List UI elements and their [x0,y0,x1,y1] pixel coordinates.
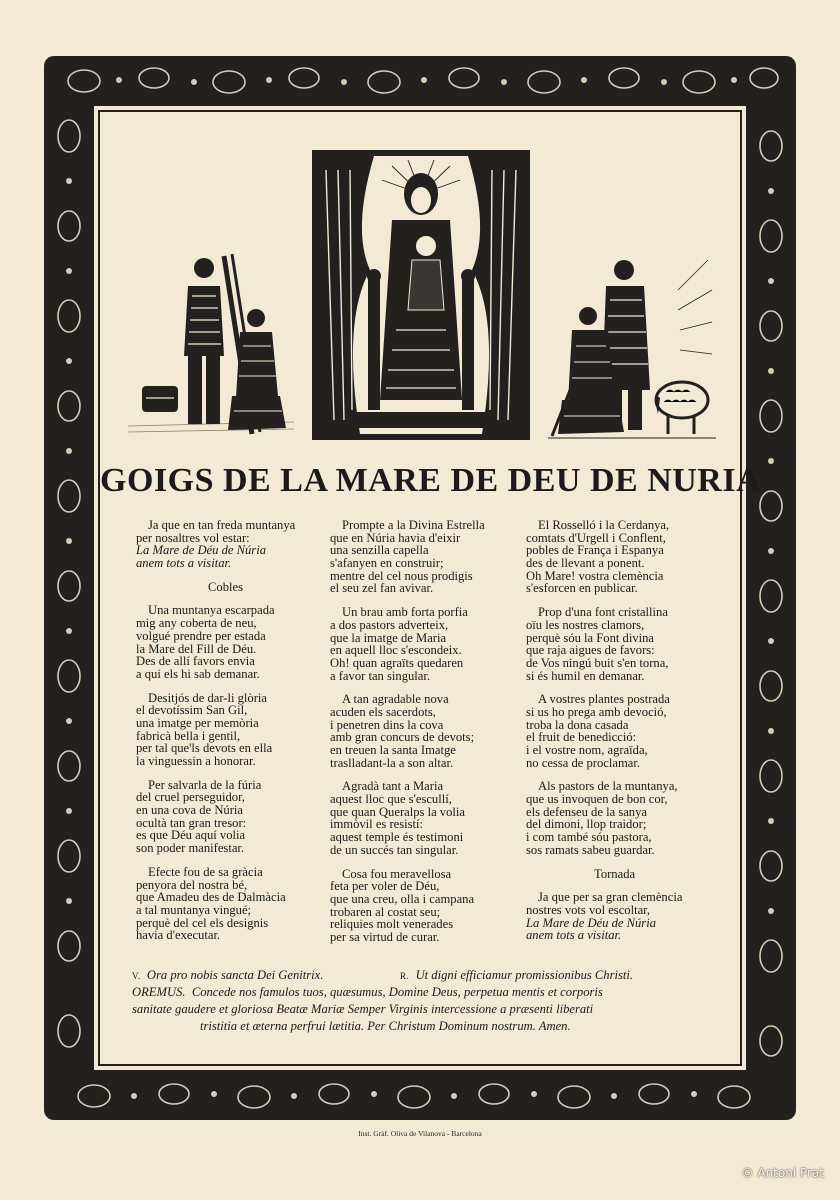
verse-line: volgué prendre per estada [136,628,266,643]
closing-prayer [120,967,720,1035]
verse-line: trobaren al costat seu; [330,904,441,919]
verse-line: A vostres plantes postrada [538,692,670,707]
verse-line: perquè del cel els designis [136,915,269,930]
woodcut-monogram: R. [508,422,517,432]
verse-line: es que Déu aquí volia [136,828,246,843]
response-text: Ut digni efficiamur promissionibus Christi. [415,968,634,982]
prayer-line: Concede nos famulos tuos, quæsumus, Domine Deus, perpetua mentis et corporis [191,985,603,999]
verse-line: per nosaltres vol estar: [136,530,250,545]
verse-line: per tal que'ls devots en ella [136,741,273,756]
response-label: R. [400,971,410,981]
verse-line: son poder manifestar. [136,841,245,856]
verse-line: Efecte fou de sa gràcia [148,864,263,879]
verse-line: que us invoquen de bon cor, [526,792,668,807]
verse-line: que la imatge de Maria [330,630,447,645]
verse-line: anem tots a visitar. [136,556,232,571]
verse-line: una senzilla capella [330,543,429,558]
verse-line: Des de allí favors envia [136,654,255,669]
verse-line: el seu zel fan avivar. [330,581,434,596]
verse-line: Oh! quan agraïts quedaren [330,655,464,670]
verse-line: fabricà bella i gentil, [136,728,241,743]
verse-line: La Mare de Déu de Núria [136,543,267,558]
verse-column-3 [526,519,726,942]
verse-line: troba la dona casada [526,717,629,732]
verse-column-2 [330,519,530,944]
verse-line: que raja aigues de favors: [526,643,655,658]
verse-line: s'afanyen en construir; [330,556,444,571]
verse-line: en treuen la santa Imatge [330,743,456,757]
verse-line: i el vostre nom, agraïda, [526,743,648,757]
verse-line: per sa virtud de curar. [330,929,440,944]
verse-line: els defenseu de la sanya [526,804,647,819]
verse-line: des de llevant a ponent. [526,556,645,571]
verse-line: Prompte a la Divina Estrella [342,518,485,532]
verse-line: perquè sóu la Font divina [526,630,655,645]
photo-credit: © Antoni Prat [741,1166,824,1180]
verse-line: A tan agradable nova [342,692,449,707]
verse-line: sos ramats sabeu guardar. [526,842,655,857]
verse-line: Per salvarla de la fúria [148,777,262,792]
verse-line: immòvil es resistí: [330,817,424,832]
verse-line: feta per voler de Déu, [330,879,440,894]
verse-line: Ja que per sa gran clemència [538,890,683,905]
verse-line: si és humil en demanar. [526,668,645,683]
verse-line: Una muntanya escarpada [148,603,275,618]
verse-line: aquest lloc que s'escullí, [330,792,452,807]
cobles-heading: Cobles [208,579,243,594]
verse-line: no cessa de proclamar. [526,755,640,770]
verse-line: aquest temple és testimoni [330,830,464,845]
verse-line: Als pastors de la muntanya, [538,779,678,794]
shepherds-with-sheep-icon [548,250,716,440]
verse-line: a dos pastors adverteix, [330,617,449,632]
verse-line: que una creu, olla i campana [330,891,475,906]
verse-line: anem tots a visitar. [526,928,622,943]
pilgrims-with-skis-icon [128,246,294,440]
verse-line: nostres vots vol escoltar, [526,902,651,917]
verse-line: la Mare del Fill de Déu. [136,641,257,656]
verse-line: el devotíssim San Gil, [136,703,248,718]
verse-line: el fruit de benedicció: [526,730,637,745]
verse-line: mig any coberta de neu, [136,616,257,631]
verse-line: la vinguessin a honorar. [136,754,256,768]
verse-line: oïu les nostres clamors, [526,617,645,632]
verse-line: Cosa fou meravellosa [342,866,452,881]
verse-line: Agradà tant a Maria [342,779,444,794]
verse-line: a tal muntanya vingué; [136,902,252,917]
verse-line: havia d'executar. [136,928,221,943]
verse-line: de un succés tan singular. [330,842,459,857]
verse-line: acuden els sacerdots, [330,704,436,719]
verse-line: Prop d'una font cristallina [538,605,668,620]
madonna-and-child-icon [312,150,530,440]
verse-line: La Mare de Déu de Núria [526,915,657,930]
verse-line: Un brau amb forta porfia [342,605,468,620]
page-title: GOIGS DE LA MARE DE DEU DE NURIA [100,462,762,499]
tornada-heading: Tornada [594,866,636,881]
verse-line: i com també sóu pastora, [526,830,652,845]
verse-line: a qui els hi sab demanar. [136,666,260,681]
verse-line: Desitjós de dar-li glòria [148,690,268,705]
verse-line: que quan Queralps la volia [330,804,465,819]
printer-imprint: Inst. Gràf. Oliva de Vilanova - Barcelona [358,1129,482,1138]
versicle-label: V. [132,971,141,981]
versicle-text: Ora pro nobis sancta Dei Genitrix. [146,968,324,982]
verse-column-1 [136,519,336,942]
verse-line: penyora del nostra bé, [136,877,248,892]
verse-line: Oh Mare! vostra clemència [526,568,664,583]
verse-line: pobles de França i Espanya [526,543,664,558]
verse-line: que en Núria havia d'eixir [330,530,461,545]
verse-line: una imatge per memòria [136,715,259,730]
oremus-label: OREMUS. [132,985,186,999]
verse-line: comtats d'Urgell i Conflent, [526,530,666,545]
verse-line: i penetren dins la cova [330,717,444,732]
verse-line: Ja que en tan freda muntanya [148,518,296,532]
verse-line: de Vos ningú buit s'en torna, [526,655,669,670]
verse-line: del cruel perseguidor, [136,790,245,805]
verse-line: ocultà tan gran tresor: [136,815,247,830]
verse-line: mentre del cel nous prodigis [330,568,473,583]
prayer-line: sanitate gaudere et gloriosa Beatæ Mariæ Semper Virginis intercessione a præsenti liberati [132,1002,594,1016]
verse-line: que Amadeu des de Dalmàcia [136,890,286,905]
verse-line: del dimoni, llop traidor; [526,817,647,832]
verse-line: en una cova de Núria [136,803,243,818]
verse-line: El Rosselló i la Cerdanya, [538,518,670,532]
verse-line: en aquell lloc s'escondeix. [330,643,462,658]
verse-line: amb gran concurs de devots; [330,730,475,745]
verse-line: traslladant-la a son altar. [330,755,454,770]
verse-line: a favor tan singular. [330,668,431,683]
verse-line: reliquies molt venerades [330,917,454,932]
prayer-line: tristitia et æterna perfrui lætitia. Per Christum Dominum nostrum. Amen. [200,1019,571,1033]
verse-line: si us ho prega amb devoció, [526,704,667,719]
verse-line: s'esforcen en publicar. [526,581,638,596]
